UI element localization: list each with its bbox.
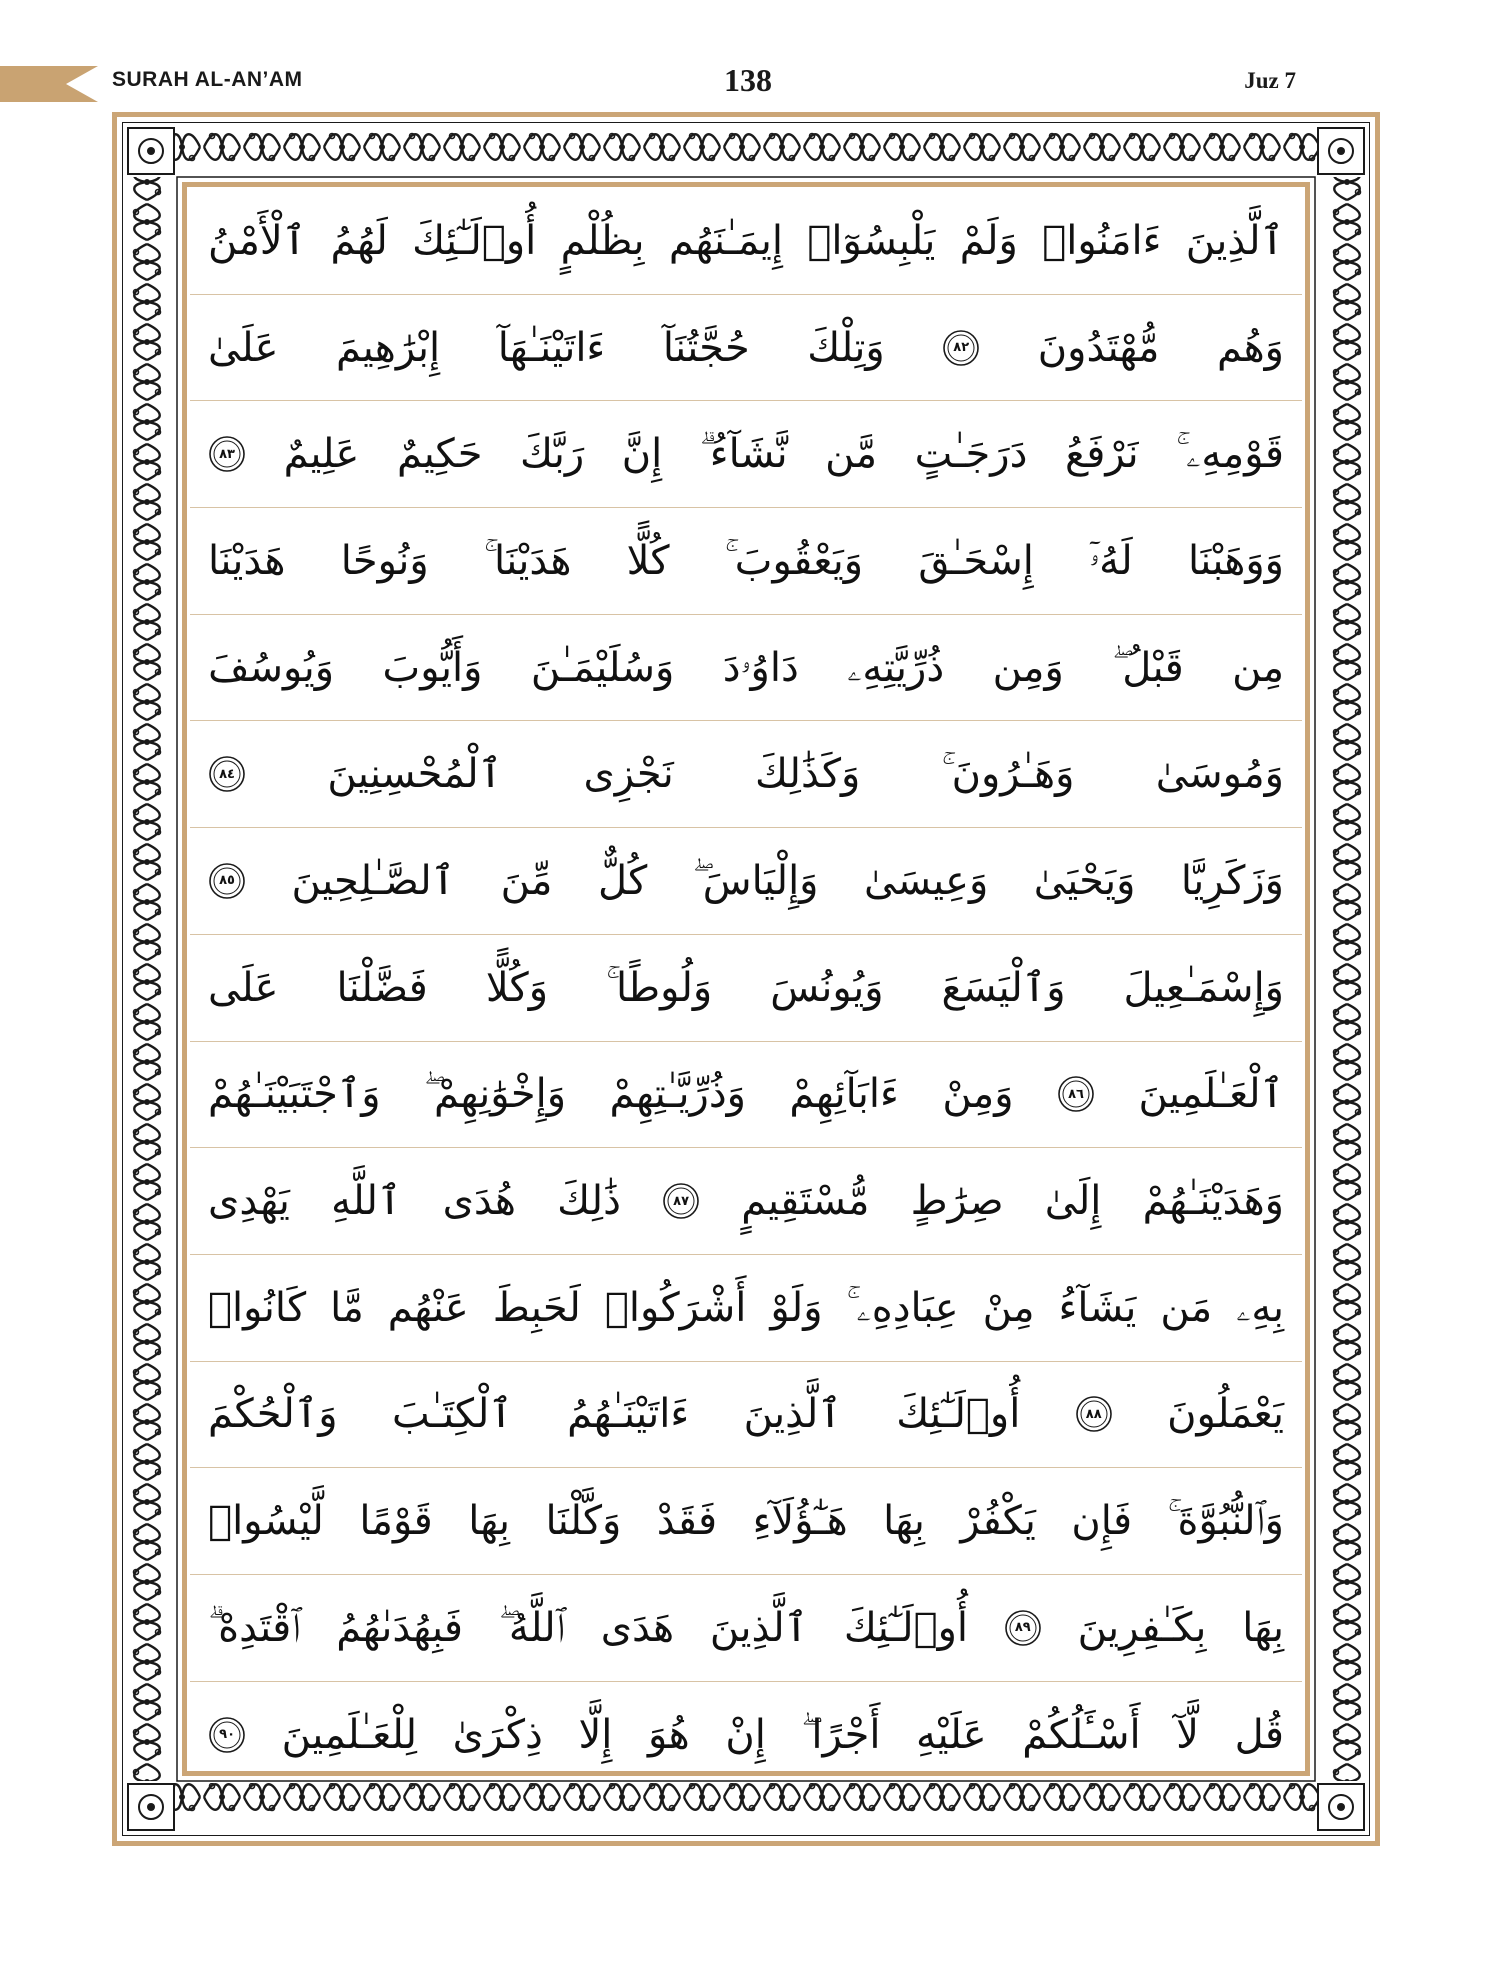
quran-word: عَلَى <box>208 964 279 1011</box>
quran-word: بِكَـٰفِرِينَ <box>1077 1604 1207 1651</box>
quran-word: قَوْمًا <box>359 1498 433 1545</box>
ayah-number: ٨٢ <box>953 340 970 356</box>
quran-word: بِهَا <box>468 1498 510 1545</box>
quran-word: ذِكْرَىٰ <box>452 1711 543 1758</box>
quran-word: يَعْمَلُونَ <box>1167 1391 1284 1438</box>
ayah-end-marker-icon <box>208 1716 246 1754</box>
quran-word: رَبَّكَ <box>520 431 585 478</box>
quran-word: نَّشَآءُ ۗ <box>699 431 788 478</box>
quran-word: مَن <box>1160 1284 1213 1331</box>
ayah-end-marker-icon <box>208 862 246 900</box>
text-line <box>190 1255 1302 1362</box>
ayah-end-marker-icon <box>1075 1395 1113 1433</box>
text-line <box>190 188 1302 295</box>
quran-word: قَوْمِهِۦ ۚ <box>1176 431 1284 478</box>
quran-word: وَمِن <box>992 644 1064 691</box>
quran-word: بِظُلْمٍ <box>560 217 645 264</box>
quran-word: وَكَّلْنَا <box>545 1498 622 1545</box>
quran-word: يَهْدِى <box>208 1178 290 1225</box>
surah-title: SURAH AL-AN’AM <box>112 68 303 91</box>
quran-word: إِنْ <box>725 1711 766 1758</box>
quran-word: عَلَىٰ <box>208 324 279 371</box>
quran-word: يَكْفُرْ <box>960 1498 1036 1545</box>
quran-word: ذُرِّيَّتِهِۦ <box>847 644 945 691</box>
quran-word: صِرَٰطٍ <box>910 1178 1004 1225</box>
quran-word: بِهِۦ <box>1236 1284 1284 1331</box>
quran-word: لَهُۥٓ <box>1089 537 1133 584</box>
quran-word: عَنْهُم <box>387 1284 469 1331</box>
quran-word: أُو۟لَـٰٓئِكَ <box>843 1604 969 1651</box>
quran-word: وَأَيُّوبَ <box>382 644 483 691</box>
ayah-end-marker-icon <box>942 329 980 367</box>
quran-word: ءَامَنُوا۟ <box>1042 217 1162 264</box>
quran-word: هَدَيْنَا ۚ <box>483 537 572 584</box>
quran-word: هَـٰٓؤُلَآءِ <box>752 1498 848 1545</box>
quran-word: ذَٰلِكَ <box>557 1178 621 1225</box>
quran-word: وَٱلنُّبُوَّةَ ۚ <box>1167 1498 1284 1545</box>
ayah-number: ٨٣ <box>219 446 235 462</box>
quran-word: لِلْعَـٰلَمِينَ <box>281 1711 418 1758</box>
quran-word: وَيَعْقُوبَ ۚ <box>724 537 864 584</box>
quran-word: كَانُوا۟ <box>208 1284 307 1331</box>
quran-word: فَإِن <box>1071 1498 1133 1545</box>
quran-word: أَسْـَٔلُكُمْ <box>1022 1711 1141 1758</box>
quran-word: وَنُوحًا <box>340 537 429 584</box>
text-line <box>190 828 1302 935</box>
quran-word: ٱلْكِتَـٰبَ <box>391 1391 513 1438</box>
text-line <box>190 721 1302 828</box>
quran-word: ٱلصَّـٰلِحِينَ <box>291 857 456 904</box>
quran-word: ءَاتَيْنَـٰهُمُ <box>567 1391 690 1438</box>
quran-word: وَيَحْيَىٰ <box>1033 857 1136 904</box>
quran-word: وَكَذَٰلِكَ <box>755 751 861 798</box>
quran-word: إِلَىٰ <box>1044 1178 1102 1225</box>
juz-label: Juz 7 <box>1244 68 1296 93</box>
ayah-end-marker-icon <box>1057 1075 1095 1113</box>
ayah-number: ٨٦ <box>1068 1086 1084 1102</box>
quran-word: وَلَوْ <box>770 1284 823 1331</box>
quran-word: دَرَجَـٰتٍ <box>914 431 1028 478</box>
quran-word: لَهُمُ <box>330 217 388 264</box>
quran-word: وَيُوسُفَ <box>208 644 335 691</box>
quran-word: أَشْرَكُوا۟ <box>604 1284 747 1331</box>
quran-word: وَإِلْيَاسَ ۖ <box>692 857 819 904</box>
quran-word: إِبْرَٰهِيمَ <box>336 324 441 371</box>
quran-word: حَكِيمٌ <box>396 431 483 478</box>
quran-word: لَحَبِطَ <box>492 1284 581 1331</box>
text-line <box>190 1148 1302 1255</box>
quran-word: عَلَيْهِ <box>916 1711 987 1758</box>
quran-word: وَهَـٰرُونَ ۚ <box>941 751 1075 798</box>
ayah-number: ٨٨ <box>1085 1406 1102 1422</box>
quran-word: أَجْرًا ۖ <box>801 1711 881 1758</box>
quran-word: وَإِخْوَٰنِهِمْ ۖ <box>424 1071 567 1118</box>
quran-word: وَٱلْحُكْمَ <box>208 1391 338 1438</box>
quran-word: مُّسْتَقِيمٍ <box>741 1178 870 1225</box>
quran-word: هَدَيْنَا <box>208 537 286 584</box>
text-line <box>190 401 1302 508</box>
quran-word: عِبَادِهِۦ ۚ <box>846 1284 959 1331</box>
quran-word: وَهُم <box>1216 324 1284 371</box>
text-line <box>190 1682 1302 1789</box>
quran-word: وَٱجْتَبَيْنَـٰهُمْ <box>208 1071 381 1118</box>
ayah-end-marker-icon <box>662 1182 700 1220</box>
quran-word: إِسْحَـٰقَ <box>918 537 1034 584</box>
quran-word: بِهَا <box>1242 1604 1284 1651</box>
quran-word: ٱلْمُحْسِنِينَ <box>327 751 503 798</box>
quran-word: مِنْ <box>982 1284 1035 1331</box>
quran-word: ٱقْتَدِهْ ۗ <box>208 1604 301 1651</box>
quran-word: وَهَدَيْنَـٰهُمْ <box>1142 1178 1284 1225</box>
quran-word: وَمِنْ <box>942 1071 1014 1118</box>
quran-word: ءَابَآئِهِمْ <box>789 1071 899 1118</box>
text-line <box>190 1468 1302 1575</box>
ayah-number: ٨٤ <box>219 766 235 782</box>
quran-word: أُو۟لَـٰٓئِكَ <box>896 1391 1021 1438</box>
quran-word: قَبْلُ ۖ <box>1112 644 1184 691</box>
quran-word: وَلَمْ <box>959 217 1018 264</box>
quran-word: وَتِلْكَ <box>807 324 885 371</box>
quran-word: مَّا <box>330 1284 364 1331</box>
quran-word: وَإِسْمَـٰعِيلَ <box>1123 964 1284 1011</box>
quran-word: كُلٌّ <box>597 857 648 904</box>
quran-word: نَرْفَعُ <box>1064 431 1139 478</box>
text-line <box>190 935 1302 1042</box>
quran-word: وَمُوسَىٰ <box>1155 751 1284 798</box>
quran-word: أُو۟لَـٰٓئِكَ <box>412 217 537 264</box>
quran-word: إِلَّا <box>578 1711 613 1758</box>
ayah-number: ٨٥ <box>219 873 235 889</box>
text-line <box>190 615 1302 722</box>
quran-word: لَّآ <box>1176 1711 1199 1758</box>
quran-word: وَٱلْيَسَعَ <box>941 964 1066 1011</box>
quran-word: ٱلَّذِينَ <box>709 1604 809 1651</box>
quran-word: بِهَا <box>883 1498 925 1545</box>
ayah-end-marker-icon <box>208 755 246 793</box>
quran-word: مُّهْتَدُونَ <box>1037 324 1160 371</box>
quran-word: ٱللَّهِ <box>331 1178 402 1225</box>
ayah-number: ٨٧ <box>673 1193 690 1209</box>
quran-word: عَلِيمٌ <box>283 431 360 478</box>
quran-word: ٱلْعَـٰلَمِينَ <box>1138 1071 1284 1118</box>
quran-word: ٱللَّهُ ۖ <box>498 1604 565 1651</box>
quran-word: نَجْزِى <box>583 751 674 798</box>
quran-word: إِنَّ <box>621 431 663 478</box>
quran-word: كُلًّا <box>626 537 670 584</box>
quran-word: إِيمَـٰنَهُم <box>668 217 784 264</box>
text-line <box>190 508 1302 615</box>
page-number: 138 <box>724 62 772 98</box>
text-line <box>190 1575 1302 1682</box>
quran-word: وَيُونُسَ <box>770 964 884 1011</box>
quran-word: فَضَّلْنَا <box>336 964 428 1011</box>
verse-lines <box>190 188 1302 1788</box>
quran-word: ٱلَّذِينَ <box>1185 217 1284 264</box>
quran-word: ٱلْأَمْنُ <box>208 217 307 264</box>
quran-word: مَّن <box>825 431 878 478</box>
quran-word: وَلُوطًا ۚ <box>606 964 713 1011</box>
quran-word: هَدَى <box>600 1604 675 1651</box>
quran-word: لَّيْسُوا۟ <box>208 1498 324 1545</box>
quran-word: يَشَآءُ <box>1058 1284 1137 1331</box>
quran-word: فَبِهُدَىٰهُمُ <box>336 1604 464 1651</box>
quran-word: وَسُلَيْمَـٰنَ <box>530 644 675 691</box>
quran-word: يَلْبِسُوٓا۟ <box>807 217 936 264</box>
quran-word: وَذُرِّيَّـٰتِهِمْ <box>609 1071 746 1118</box>
quran-word: وَزَكَرِيَّا <box>1180 857 1284 904</box>
ayah-end-marker-icon <box>208 435 246 473</box>
quran-word: وَكُلًّا <box>485 964 549 1011</box>
text-line <box>190 295 1302 402</box>
text-line <box>190 1362 1302 1469</box>
quran-word: ءَاتَيْنَـٰهَآ <box>497 324 606 371</box>
ayah-number: ٩٠ <box>219 1727 236 1743</box>
quran-word: دَاوُۥدَ <box>722 644 799 691</box>
quran-word: هُدَى <box>442 1178 516 1225</box>
quran-word: حُجَّتُنَآ <box>662 324 750 371</box>
quran-word: مِّنَ <box>500 857 553 904</box>
quran-word: وَوَهَبْنَا <box>1187 537 1284 584</box>
quran-word: وَعِيسَىٰ <box>863 857 989 904</box>
quran-word: مِن <box>1232 644 1284 691</box>
ayah-end-marker-icon <box>1004 1609 1042 1647</box>
ayah-number: ٨٩ <box>1014 1620 1031 1636</box>
quran-word: ٱلَّذِينَ <box>743 1391 842 1438</box>
text-line <box>190 1042 1302 1149</box>
quran-word: هُوَ <box>647 1711 690 1758</box>
quran-word: فَقَدْ <box>656 1498 718 1545</box>
quran-word: قُل <box>1234 1711 1284 1758</box>
